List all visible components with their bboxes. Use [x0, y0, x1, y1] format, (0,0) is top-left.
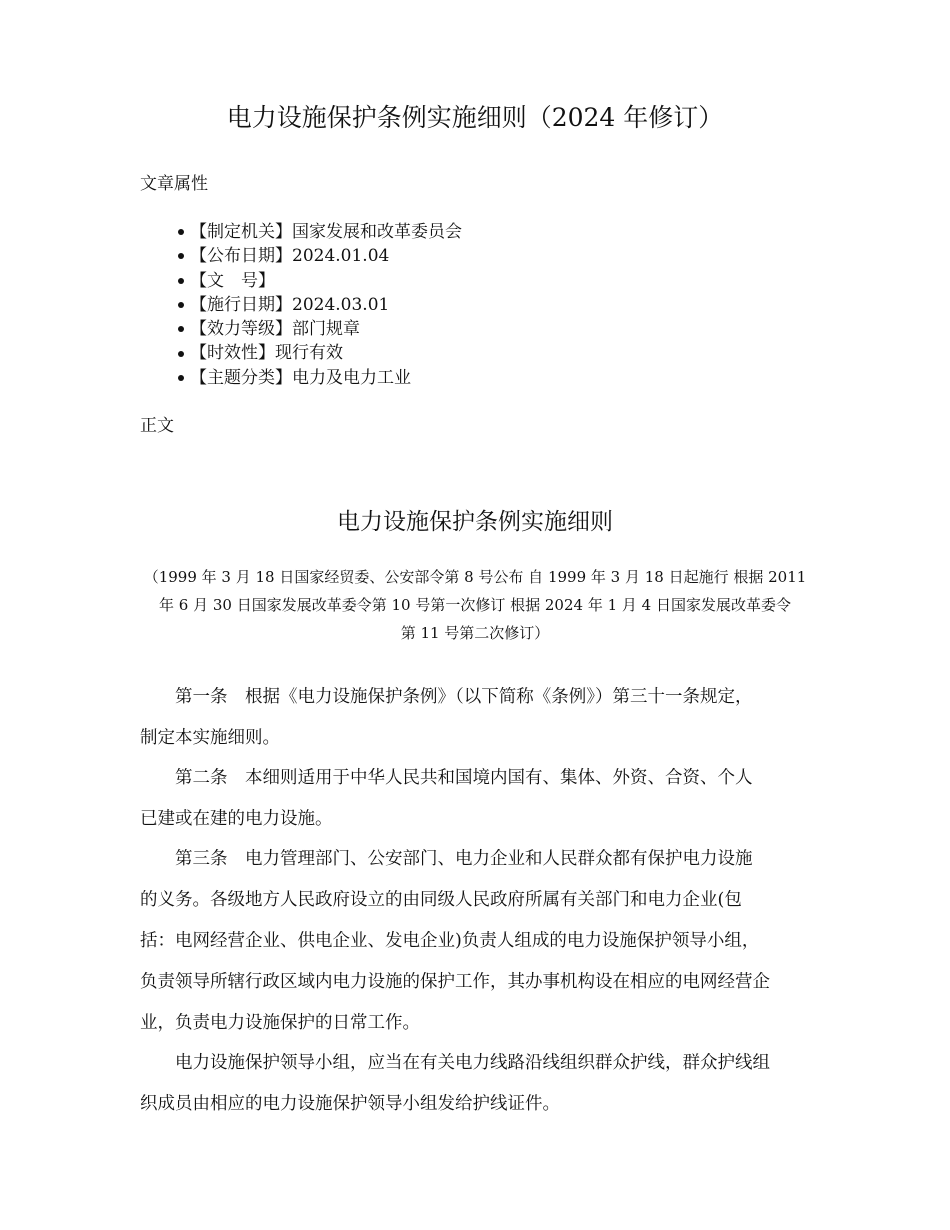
revision-history-line: （1999 年 3 月 18 日国家经贸委、公安部令第 8 号公布 自 1999 年 3 月 18 日起施行 根据 2011 [143, 568, 807, 586]
attribute-validity: 【时效性】现行有效 [178, 341, 462, 365]
revision-history-line: 年 6 月 30 日国家发展改革委令第 10 号第一次修订 根据 2024 年 1 月 4 日国家发展改革委令 [159, 596, 791, 614]
paragraph-line: 的义务。各级地方人民政府设立的由同级人民政府所属有关部门和电力企业(包 [140, 890, 742, 910]
attribute-topic: 【主题分类】电力及电力工业 [178, 366, 462, 390]
bullet-icon [178, 375, 184, 381]
article-3-paragraph-2 [140, 1049, 830, 1119]
article-1 [140, 683, 830, 753]
document-title: 电力设施保护条例实施细则（2024 年修订） [226, 103, 724, 132]
revision-history-line: 第 11 号第二次修订） [400, 624, 550, 642]
attributes-list [178, 220, 462, 390]
body-label: 正文 [140, 416, 174, 436]
paragraph-line: 已建或在建的电力设施。 [140, 809, 333, 829]
paragraph-line: 负责领导所辖行政区域内电力设施的保护工作，其办事机构设在相应的电网经营企 [140, 972, 770, 992]
paragraph-line: 制定本实施细则。 [140, 728, 280, 748]
attribute-effective-date: 【施行日期】2024.03.01 [178, 293, 462, 317]
paragraph-line: 第二条 本细则适用于中华人民共和国境内国有、集体、外资、合资、个人 [140, 768, 753, 788]
attribute-document-number: 【文 号】 [178, 269, 462, 293]
paragraph-line: 电力设施保护领导小组，应当在有关电力线路沿线组织群众护线，群众护线组 [140, 1053, 770, 1073]
bullet-icon [178, 351, 184, 357]
attribute-issuing-authority: 【制定机关】国家发展和改革委员会 [178, 220, 462, 244]
bullet-icon [178, 326, 184, 332]
paragraph-line: 括：电网经营企业、供电企业、发电企业)负责人组成的电力设施保护领导小组， [140, 931, 760, 951]
attributes-label: 文章属性 [140, 174, 208, 194]
bullet-icon [178, 302, 184, 308]
bullet-icon [178, 229, 184, 235]
bullet-icon [178, 278, 184, 284]
regulation-title: 电力设施保护条例实施细则 [337, 509, 613, 535]
article-3 [140, 845, 830, 1038]
revision-history-note [140, 563, 810, 647]
article-2 [140, 764, 830, 834]
bullet-icon [178, 253, 184, 259]
paragraph-line: 业，负责电力设施保护的日常工作。 [140, 1013, 420, 1033]
attribute-legal-level: 【效力等级】部门规章 [178, 317, 462, 341]
paragraph-line: 第一条 根据《电力设施保护条例》（以下简称《条例》）第三十一条规定， [140, 687, 753, 707]
paragraph-line: 织成员由相应的电力设施保护领导小组发给护线证件。 [140, 1094, 560, 1114]
paragraph-line: 第三条 电力管理部门、公安部门、电力企业和人民群众都有保护电力设施 [140, 849, 753, 869]
attribute-publish-date: 【公布日期】2024.01.04 [178, 244, 462, 268]
